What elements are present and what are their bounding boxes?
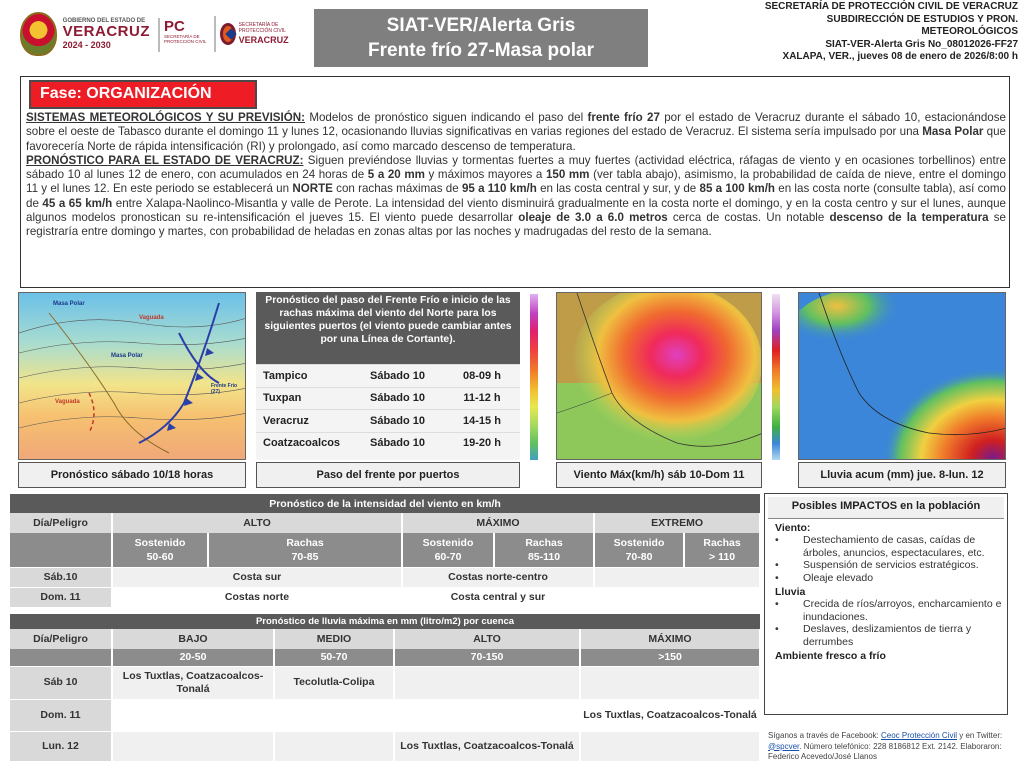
- state-seal-icon: [20, 12, 57, 56]
- footer-contact: Síganos a través de Facebook: Ceoc Protección Civil y en Twitter: @spcver. Número telefónico: 228 8186812 Ext. 2142. Elaboraron: Federico Acevedo/José Llanos: [768, 731, 1003, 761]
- port-day: Sábado 10: [370, 437, 426, 450]
- agency-line4: SIAT-VER-Alerta Gris No_08012026-FF27: [825, 38, 1018, 50]
- rain-row-maximo: [580, 666, 760, 699]
- gov-small: GOBIERNO DEL ESTADO DE: [62, 17, 146, 24]
- port-time: 19-20 h: [463, 437, 501, 450]
- list-item: • Oleaje elevado: [775, 572, 1007, 585]
- ports-row: [256, 409, 520, 432]
- wind-col-day-header: Día/Peligro: [10, 513, 112, 533]
- impacts-title: Posibles IMPACTOS en la población: [768, 497, 1004, 519]
- gov-years: 2024 - 2030: [62, 39, 111, 50]
- ports-table: [256, 292, 520, 460]
- wind-sub-cell: Rachas > 110: [684, 533, 760, 567]
- wind-intensity-table: [10, 494, 761, 607]
- impacts-cold: Ambiente fresco a frío: [775, 650, 886, 662]
- table-row: [10, 699, 760, 731]
- map2-caption: Viento Máx(km/h) sáb 10-Dom 11: [556, 462, 762, 488]
- list-item: • Destechamiento de casas, caídas de árboles, anuncios, espectaculares, etc.: [775, 534, 1007, 559]
- port-name: Coatzacoalcos: [263, 437, 341, 450]
- port-name: Tampico: [263, 369, 308, 382]
- forecast-paragraphs: [26, 111, 1006, 240]
- table-row: [10, 666, 760, 699]
- ports-row: [256, 432, 520, 455]
- wind-row-maximo: Costas norte-centro: [402, 567, 594, 587]
- systems-heading: SISTEMAS METEOROLÓGICOS Y SU PREVISIÓN:: [26, 111, 306, 124]
- rain-level-maximo: MÁXIMO: [580, 629, 760, 649]
- alert-title-line2: Frente frío 27-Masa polar: [368, 40, 594, 61]
- list-item: • Suspensión de servicios estratégicos.: [775, 559, 1007, 572]
- rain-col-day-header: Día/Peligro: [10, 629, 112, 649]
- port-time: 08-09 h: [463, 369, 501, 382]
- wind-forecast-map: [556, 292, 762, 460]
- rain-legend-bar: [772, 294, 780, 460]
- wind-table-title-row: [10, 494, 760, 513]
- ports-row: [256, 364, 520, 387]
- agency-line5: XALAPA, VER., jueves 08 de enero de 2026/8:00 h: [782, 51, 1018, 62]
- rain-row-day: Lun. 12: [10, 731, 112, 761]
- wind-table-level-row: [10, 513, 760, 533]
- port-day: Sábado 10: [370, 392, 426, 405]
- wind-sub-cell: Sostenido 60-70: [402, 533, 494, 567]
- table-row: [10, 587, 760, 607]
- wind-level-extremo: EXTREMO: [594, 513, 760, 533]
- rain-level-bajo: BAJO: [112, 629, 274, 649]
- port-day: Sábado 10: [370, 414, 426, 427]
- wind-row-alto: Costas norte: [112, 587, 402, 607]
- impacts-wind-heading: Viento:: [775, 522, 811, 534]
- rain-row-maximo: [580, 731, 760, 761]
- forecast-heading: PRONÓSTICO PARA EL ESTADO DE VERACRUZ:: [26, 153, 304, 167]
- wind-table-sub-row: [10, 533, 760, 567]
- wind-row-extremo: [594, 587, 760, 607]
- table-row: [10, 731, 760, 761]
- rain-table-title: Pronóstico de lluvia máxima en mm (litro/m2) por cuenca: [10, 614, 760, 629]
- agency-line1: SECRETARÍA DE PROTECCIÓN CIVIL DE VERACRUZ: [764, 1, 1018, 12]
- rain-row-bajo: Los Tuxtlas, Coatzacoalcos-Tonalá: [112, 666, 274, 699]
- map1-label-masa-polar-nw: Masa Polar: [53, 301, 85, 307]
- forecast-text-box: [20, 76, 1010, 288]
- civil-protection-icon: [220, 23, 236, 45]
- rain-row-day: Sáb 10: [10, 666, 112, 699]
- ports-table-heading: Pronóstico del paso del Frente Frío e inicio de las rachas máxima del viento del Norte para los siguientes puertos (el viento puede cambiar antes por una Línea de Cortante).: [256, 292, 520, 364]
- port-time: 11-12 h: [463, 392, 501, 405]
- impacts-box: [764, 493, 1008, 715]
- map1-label-vaguada-w: Vaguada: [55, 399, 80, 405]
- rain-level-alto: ALTO: [394, 629, 580, 649]
- rain-row-medio: [274, 731, 394, 761]
- impacts-rain-heading: Lluvia: [775, 586, 806, 598]
- map1-label-frente: Frente Frío (27): [211, 383, 238, 395]
- rain-row-medio: Tecolutla-Colipa: [274, 666, 394, 699]
- alert-title: [314, 9, 648, 67]
- map3-caption: Lluvia acum (mm) jue. 8-lun. 12: [798, 462, 1006, 488]
- wind-sub-cell: Sostenido 50-60: [112, 533, 208, 567]
- wind-sub-cell: Sostenido 70-80: [594, 533, 684, 567]
- list-item: • Crecida de ríos/arroyos, encharcamiento e inundaciones.: [775, 598, 1007, 623]
- pc-veracruz-logo: [214, 16, 292, 52]
- agency-line3: METEOROLÓGICOS: [921, 26, 1018, 37]
- twitter-link[interactable]: @spcver: [768, 741, 800, 751]
- port-time: 14-15 h: [463, 414, 501, 427]
- agency-block: [678, 1, 1018, 64]
- rain-row-alto: Los Tuxtlas, Coatzacoalcos-Tonalá: [394, 731, 580, 761]
- wind-table-title: Pronóstico de la intensidad del viento en km/h: [10, 494, 760, 513]
- list-item: • Deslaves, deslizamientos de tierra y derrumbes: [775, 623, 1007, 648]
- rain-table-range-row: [10, 649, 760, 666]
- wind-sub-cell: Rachas 85-110: [494, 533, 594, 567]
- pc-logo: [158, 18, 210, 52]
- rain-table-level-row: [10, 629, 760, 649]
- wind-level-maximo: MÁXIMO: [402, 513, 594, 533]
- wind-row-day: Sáb.10: [10, 567, 112, 587]
- header: [0, 0, 1024, 76]
- ports-row: [256, 387, 520, 410]
- rain-row-day: Dom. 11: [10, 699, 112, 731]
- wind-level-alto: ALTO: [112, 513, 402, 533]
- map1-label-masa-polar-c: Masa Polar: [111, 353, 143, 359]
- port-name: Veracruz: [263, 414, 309, 427]
- rain-row-bajo: [112, 699, 274, 731]
- synoptic-forecast-map: [18, 292, 246, 460]
- rain-row-maximo: Los Tuxtlas, Coatzacoalcos-Tonalá: [580, 699, 760, 731]
- rain-table-title-row: [10, 614, 760, 629]
- agency-line2: SUBDIRECCIÓN DE ESTUDIOS Y PRON.: [826, 13, 1018, 25]
- impacts-wind-list: [765, 534, 1007, 584]
- rain-range-alto: 70-150: [394, 649, 580, 666]
- rain-range-medio: 50-70: [274, 649, 394, 666]
- wind-color-legend: [530, 292, 546, 462]
- rain-row-alto: [394, 666, 580, 699]
- wind-row-alto: Costa sur: [112, 567, 402, 587]
- port-day: Sábado 10: [370, 369, 426, 382]
- wind-row-extremo: [594, 567, 760, 587]
- phase-badge: Fase: ORGANIZACIÓN: [29, 80, 257, 109]
- wind-row-maximo: Costa central y sur: [402, 587, 594, 607]
- alert-title-line1: SIAT-VER/Alerta Gris: [386, 15, 576, 36]
- impacts-rain-list: [765, 598, 1007, 648]
- rain-range-maximo: >150: [580, 649, 760, 666]
- gov-name: VERACRUZ: [62, 23, 150, 41]
- pc2-small: SECRETARÍA DE PROTECCIÓN CIVIL: [238, 22, 286, 34]
- map1-caption: Pronóstico sábado 10/18 horas: [18, 462, 246, 488]
- table-row: [10, 567, 760, 587]
- wind-row-day: Dom. 11: [10, 587, 112, 607]
- rain-forecast-table: [10, 614, 761, 761]
- paragraph-systems: SISTEMAS METEOROLÓGICOS Y SU PREVISIÓN: Modelos de pronóstico siguen indicando el paso del frente frío 27 por el estado de Veracruz durante el sábado 10, estacionándose sobre el oeste de Tabasco durante el domingo 11 y lunes 12, ocasionando lluvias significativas en varias regiones del estado de Veracruz. El sistema sería impulsado por una Masa Polar que favorecería Norte de rápida intensificación (RI) y prolongado, así como marcado descenso de temperatura.: [26, 111, 1006, 153]
- wind-sub-cell: Rachas 70-85: [208, 533, 402, 567]
- rain-accumulation-map: [798, 292, 1006, 460]
- rain-row-bajo: [112, 731, 274, 761]
- rain-range-bajo: 20-50: [112, 649, 274, 666]
- ports-caption: Paso del frente por puertos: [256, 462, 520, 488]
- paragraph-forecast: PRONÓSTICO PARA EL ESTADO DE VERACRUZ: Siguen previéndose lluvias y tormentas fuertes a muy fuertes (actividad eléctrica, ráfagas de viento y en ocasiones torbellinos) entre sábado 10 al lunes 12 de enero, con acumulados en 24 horas de 5 a 20 mm y máximos mayores a 150 mm (ver tabla abajo), asimismo, la probabilidad de caída de nieve, entre el domingo 11 y el lunes 12. En este periodo se establecerá un NORTE con rachas máximas de 95 a 110 km/h en las costa central y sur, y de 85 a 100 km/h en las costa norte (consulte tabla), así como de 45 a 65 km/h entre Xalapa-Naolinco-Misantla y valle de Perote. La intensidad del viento disminuirá gradualmente en la costa norte el domingo, y en la costa centro y sur el lunes, aunque algunos modelos pronostican su re-intensificación el jueves 15. El viento puede desarrollar oleaje de 3.0 a 6.0 metros cerca de costas. Un notable descenso de la temperatura se registraría entre domingo y martes, con probabilidad de heladas en zonas altas por las noches y madrugadas del resto de la semana.: [26, 153, 1007, 239]
- rain-row-alto: [394, 699, 580, 731]
- rain-row-medio: [274, 699, 394, 731]
- veracruz-logo: [20, 10, 150, 58]
- pc2-name: VERACRUZ: [238, 34, 289, 45]
- port-name: Tuxpan: [263, 392, 302, 405]
- rain-color-legend: [772, 292, 788, 462]
- facebook-link[interactable]: Ceoc Protección Civil: [880, 731, 957, 740]
- pc-sub: SECRETARÍA DE PROTECCIÓN CIVIL: [164, 34, 207, 44]
- map1-label-vaguada-n: Vaguada: [139, 315, 164, 321]
- wind-legend-bar: [530, 294, 538, 460]
- pc-label: PC: [164, 18, 185, 35]
- rain-level-medio: MEDIO: [274, 629, 394, 649]
